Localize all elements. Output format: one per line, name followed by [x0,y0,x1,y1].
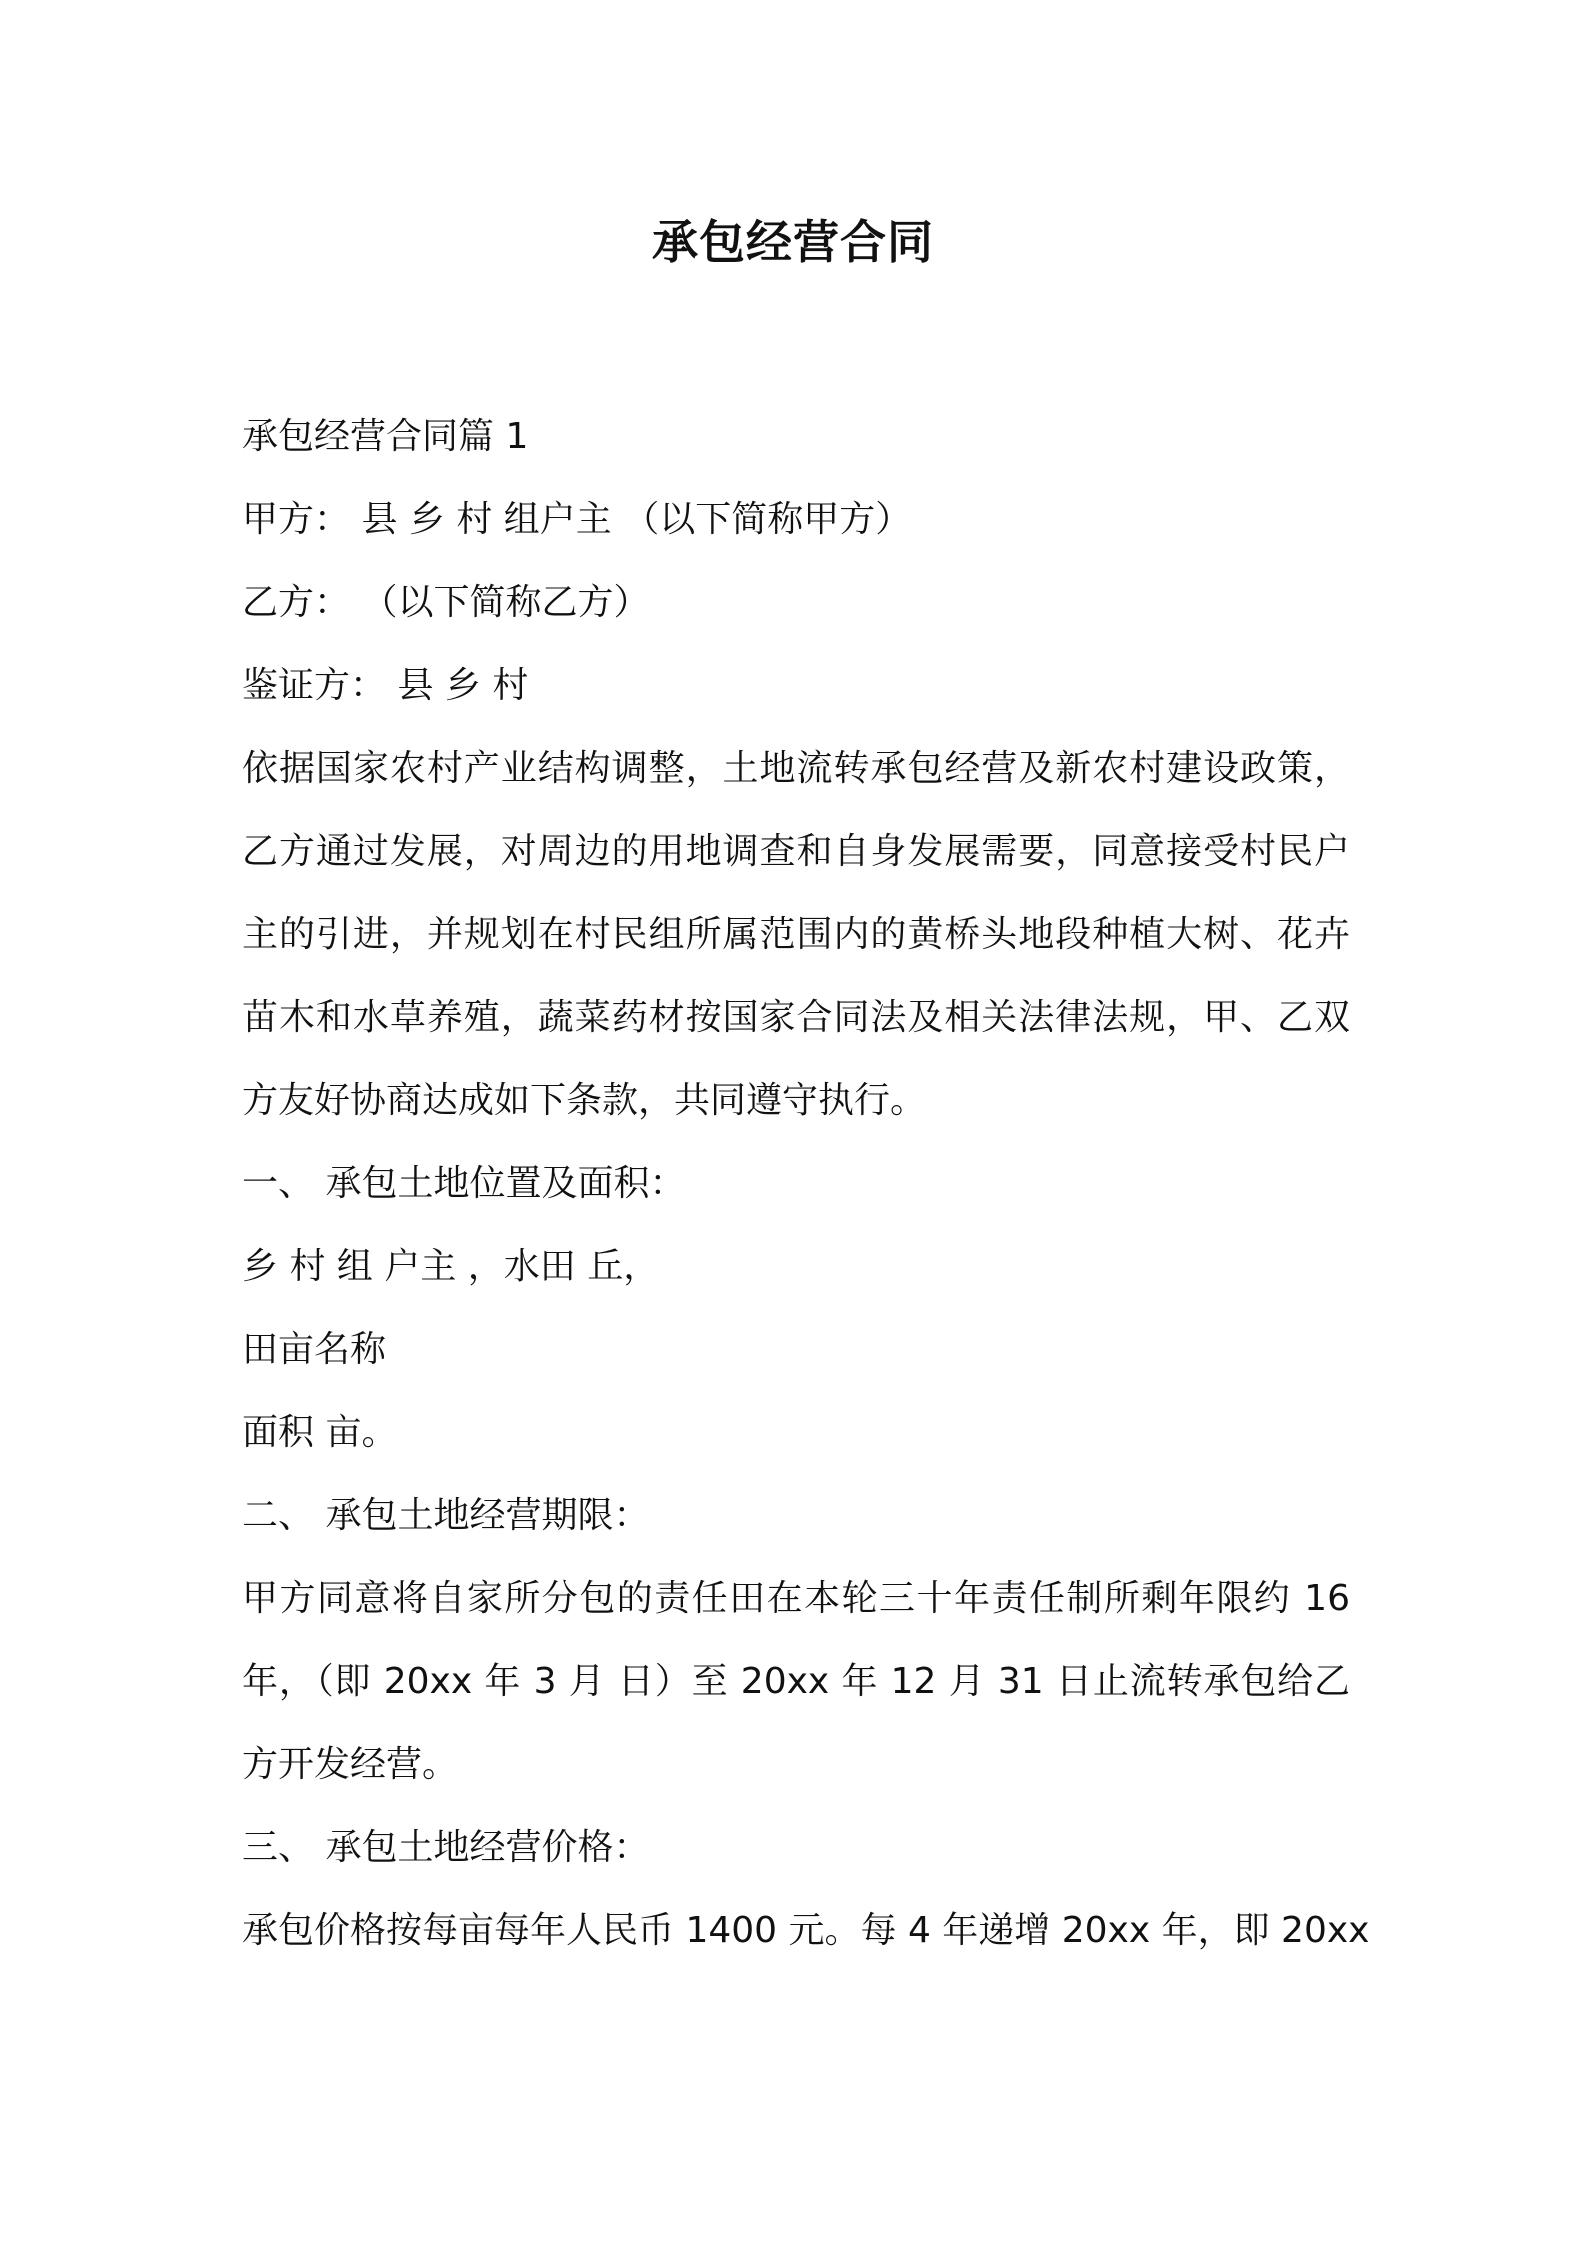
paragraph-line: 方开发经营。 [242,1744,459,1785]
document-title: 承包经营合同 [652,215,934,269]
paragraph-line: 方友好协商达成如下条款，共同遵守执行。 [242,1080,927,1121]
paragraph-line: 主的引进，并规划在村民组所属范围内的黄桥头地段种植大树、花卉 [242,914,1350,955]
paragraph-line: 苗木和水草养殖，蔬菜药材按国家合同法及相关法律法规，甲、乙双 [242,997,1350,1038]
witness-line: 鉴证方： 县 乡 村 [242,665,529,706]
paragraph-line: 乙方通过发展，对周边的用地调查和自身发展需要，同意接受村民户 [242,831,1350,872]
section-heading: 承包经营合同篇 1 [242,416,529,457]
field-name-line: 田亩名称 [242,1329,387,1370]
paragraph-line: 甲方同意将自家所分包的责任田在本轮三十年责任制所剩年限约 16 [242,1578,1350,1619]
paragraph-line: 承包价格按每亩每年人民币 1400 元。每 4 年递增 20xx 年，即 20xx [242,1910,1370,1951]
paragraph-line: 依据国家农村产业结构调整，土地流转承包经营及新农村建设政策， [242,748,1350,789]
party-b-line: 乙方： （以下简称乙方） [242,582,650,623]
party-a-line: 甲方： 县 乡 村 组户主 （以下简称甲方） [242,499,912,540]
clause-heading-3: 三、 承包土地经营价格： [242,1827,650,1868]
area-line: 面积 亩。 [242,1412,398,1453]
clause-heading-2: 二、 承包土地经营期限： [242,1495,650,1536]
paragraph-line: 年，（即 20xx 年 3 月 日）至 20xx 年 12 月 31 日止流转承包给乙 [242,1661,1350,1702]
clause-heading-1: 一、 承包土地位置及面积： [242,1163,686,1204]
location-line: 乡 村 组 户主 ，水田 丘， [242,1246,660,1287]
